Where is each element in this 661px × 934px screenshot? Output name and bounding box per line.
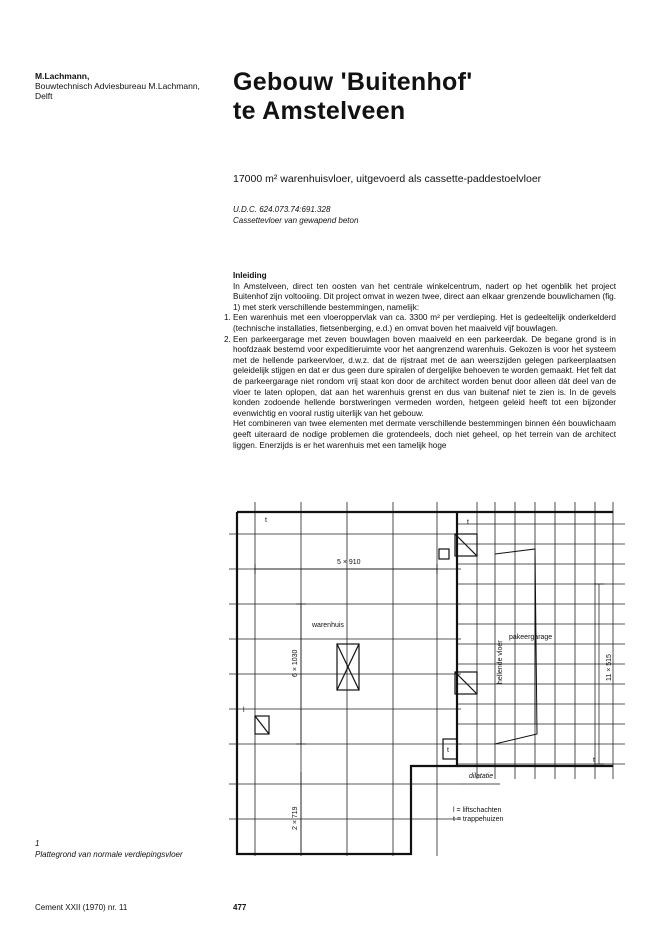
dimension-lines (255, 564, 604, 852)
figure-number: 1 (35, 839, 40, 848)
figure-caption: Plattegrond van normale verdiepingsvloer (35, 850, 183, 859)
udc-block (233, 204, 358, 226)
stair-and-lift-symbols (255, 534, 477, 759)
list-item-number: 2. (224, 334, 231, 344)
label-t-stair: t (447, 747, 449, 754)
floor-plan-drawing (225, 494, 630, 866)
list-item-text: Een warenhuis met een vloeroppervlak van ca. 3300 m² per verdieping. Het is gedeeltelijk onderkelderd (technische installaties, fietsenberging, e.d.) en omvat boven het maaiveld vijf bouwlagen. (233, 313, 616, 333)
legend-lift: l = liftschachten (453, 807, 502, 814)
label-hellende-vloer: hellende vloer (497, 640, 504, 684)
author-block (35, 71, 200, 101)
building-outline (237, 512, 613, 854)
page-number: 477 (233, 903, 247, 912)
dim-bottom-label: 2 × 719 (292, 806, 299, 830)
journal-reference: Cement XXII (1970) nr. 11 (35, 903, 128, 912)
title-line-2: te Amstelveen (233, 97, 406, 125)
list-item-number: 1. (224, 313, 231, 323)
section-heading: Inleiding (233, 271, 267, 280)
label-t-stair: t (265, 517, 267, 524)
dim-left-label: 6 × 1030 (292, 649, 299, 677)
label-parkeergarage: pakeergarage (509, 634, 553, 641)
udc-code: U.D.C. 624.073.74:691.328 (233, 205, 331, 214)
dim-top-label: 5 × 910 (337, 559, 361, 566)
author-name: M.Lachmann, (35, 71, 90, 81)
label-dilatatie: dilatatie (469, 773, 494, 780)
intro-paragraph: In Amstelveen, direct ten oosten van het centrale winkelcentrum, nadert op het ogenblik het project Buitenhof zijn voltooiing. Dit project omvat in wezen twee, direct aan elkaar grenzende bouwlichamen (fig. 1) met sterk verschillende bestemmingen, namelijk: (233, 281, 616, 312)
author-affiliation: Bouwtechnisch Adviesbureau M.Lachmann, (35, 81, 200, 91)
article-title (233, 68, 472, 126)
list-item (224, 313, 616, 334)
closing-paragraph: Het combineren van twee elementen met dermate verschillende bestemmingen binnen één bouwlichaam geeft uiteraard de nodige problemen die grotendeels, doch niet geheel, op het terrein van de architect liggen. Enerzijds is er het warenhuis met een tamelijk hoge (233, 419, 616, 450)
label-t-stair: t (593, 757, 595, 764)
author-city: Delft (35, 91, 53, 101)
body-text (224, 271, 616, 451)
label-t-stair: t (467, 519, 469, 526)
title-line-1: Gebouw 'Buitenhof' (233, 68, 473, 96)
label-warenhuis: warenhuis (312, 622, 344, 629)
list-item-text: Een parkeergarage met zeven bouwlagen boven maaiveld en een parkeerdak. De begane grond is in hoofdzaak bestemd voor expeditieruimte voor het aangrenzend warenhuis. Gekozen is voor het systeem met de hellende parkeervloer, d.w.z. dat de rijstraat met de aan weerszijden gelegen parkeerplaatsen geleidelijk stijgen en dat er dus geen dure spiralen of dergelijke behoeven te worden gemaakt. Het felt dat de parkeergarage niet rondom vrij staat kon door de architect worden benut door alleen dát deel van de vloer te laten oplopen, dat aan het warenhuis grenst en dus van buitenaf niet te zien is. In de gevels konden zodoende hellende borstweringen vermeden worden, hetgeen geleid heeft tot een bijzonder evenwichtig en vooral rustig uiterlijk van het gebouw. (233, 334, 616, 418)
dim-right-label: 11 × 515 (606, 654, 613, 681)
udc-topic: Cassettevloer van gewapend beton (233, 216, 359, 225)
legend-stair: t = trappehuizen (453, 816, 504, 823)
label-l-lift: l (243, 707, 245, 714)
article-subtitle: 17000 m² warenhuisvloer, uitgevoerd als cassette-paddestoelvloer (233, 173, 542, 185)
list-item (224, 334, 616, 420)
grid-lines (229, 502, 625, 856)
